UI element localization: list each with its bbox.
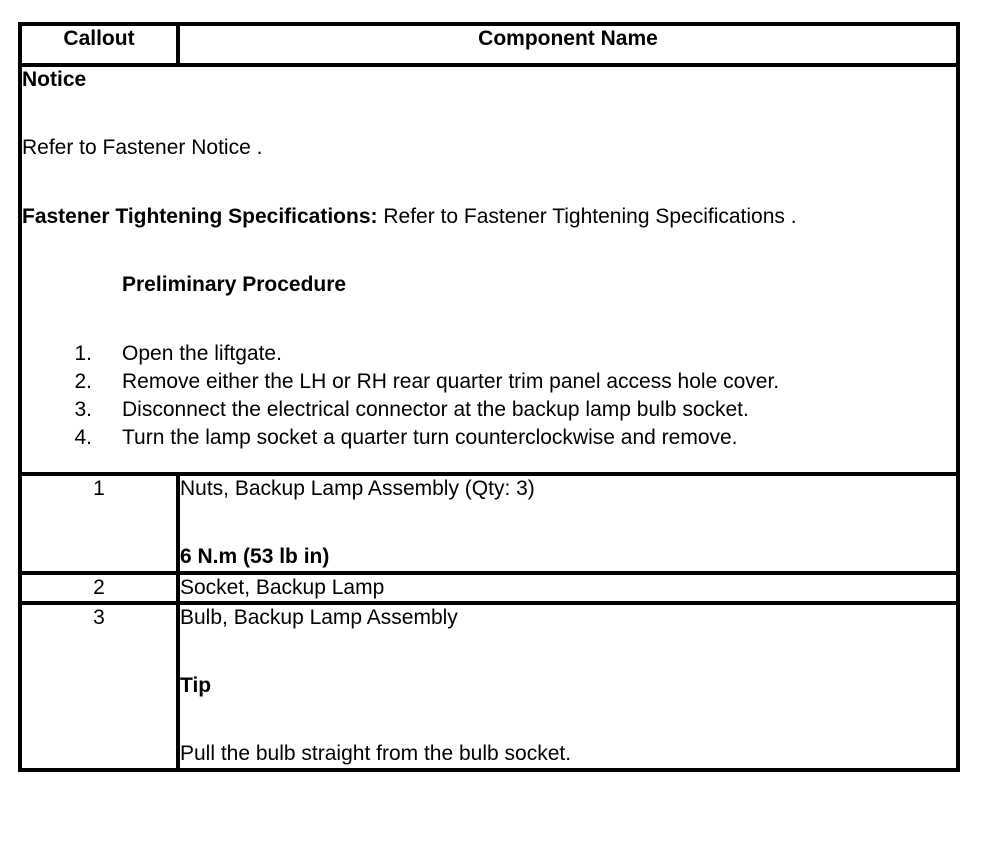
component-name: Bulb, Backup Lamp Assembly xyxy=(180,605,458,629)
callout-header: Callout xyxy=(20,24,178,65)
table-row xyxy=(20,474,958,573)
callout-cell: 2 xyxy=(20,573,178,603)
component-name-header: Component Name xyxy=(178,24,958,65)
callout-cell: 3 xyxy=(20,603,178,770)
torque-spec: 6 N.m (53 lb in) xyxy=(180,545,330,569)
fastener-notice-text: Refer to Fastener Notice . xyxy=(22,136,263,160)
procedure-step xyxy=(22,368,956,396)
header-row xyxy=(20,24,958,65)
tip-text: Pull the bulb straight from the bulb socket. xyxy=(180,742,572,766)
procedure-step xyxy=(22,396,956,424)
procedure-step xyxy=(22,340,956,368)
procedure-steps xyxy=(22,340,956,452)
component-name: Nuts, Backup Lamp Assembly (Qty: 3) xyxy=(180,477,535,500)
tip-title: Tip xyxy=(180,674,212,697)
component-cell xyxy=(178,573,958,603)
step-text: Open the liftgate. xyxy=(122,342,282,365)
callout-cell: 1 xyxy=(20,474,178,573)
component-cell xyxy=(178,603,958,770)
fastener-spec-line xyxy=(22,204,956,230)
step-number: 2. xyxy=(74,370,92,393)
component-name: Socket, Backup Lamp xyxy=(180,575,385,599)
component-cell xyxy=(178,474,958,573)
step-number: 4. xyxy=(74,426,92,449)
notice-row xyxy=(20,65,958,474)
step-text: Disconnect the electrical connector at the backup lamp bulb socket. xyxy=(122,398,749,421)
step-number: 1. xyxy=(74,342,92,365)
notice-cell xyxy=(20,65,958,474)
fastener-spec-label: Fastener Tightening Specifications: xyxy=(22,204,378,228)
notice-title: Notice xyxy=(22,68,87,91)
step-text: Turn the lamp socket a quarter turn counterclockwise and remove. xyxy=(122,426,738,449)
step-text: Remove either the LH or RH rear quarter trim panel access hole cover. xyxy=(122,370,780,393)
fastener-spec-text: Refer to Fastener Tightening Specifications . xyxy=(377,204,797,228)
procedure-step xyxy=(22,424,956,452)
component-table xyxy=(18,22,960,772)
preliminary-procedure-title: Preliminary Procedure xyxy=(122,272,347,296)
table-row xyxy=(20,603,958,770)
step-number: 3. xyxy=(74,398,92,421)
table-row xyxy=(20,573,958,603)
